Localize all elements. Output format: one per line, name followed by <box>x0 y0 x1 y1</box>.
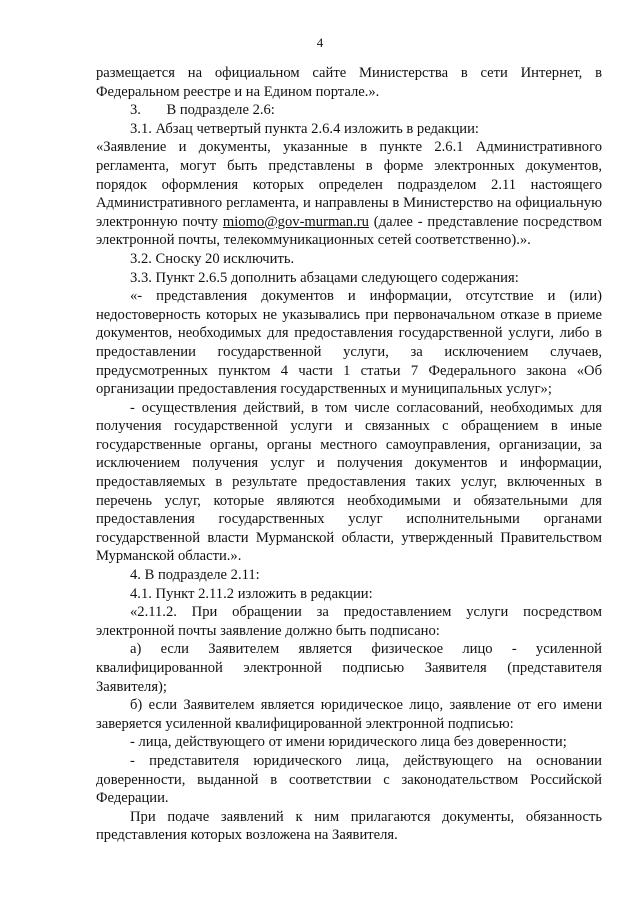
email-link[interactable]: miomo@gov-murman.ru <box>222 213 369 230</box>
paragraph-text: размещается на официальном сайте Министерства в сети Интернет, в Федеральном реестре и на Едином портале.». <box>96 65 602 100</box>
paragraph-text: 4. В подразделе 2.11: <box>130 567 260 584</box>
paragraph <box>96 566 602 585</box>
page-number: 4 <box>316 35 324 50</box>
paragraph-text: а) если Заявителем является физическое лицо - усиленной квалифицированной электронной подписью Заявителя (представителя Заявителя); <box>96 641 602 695</box>
paragraph <box>96 733 602 752</box>
document-body <box>96 64 602 845</box>
paragraph <box>96 752 602 808</box>
paragraph <box>96 101 602 120</box>
paragraph <box>96 120 602 139</box>
paragraph <box>96 808 602 845</box>
paragraph <box>96 585 602 604</box>
paragraph <box>96 250 602 269</box>
paragraph <box>96 399 602 566</box>
paragraph-text: «- представления документов и информации, отсутствие и (или) недостоверность которых не указывались при первоначальном отказе в приеме документов, необходимых для предоставления государственной услуги, либо в предоставлении государственной услуги, за исключением случаев, предусмотренных пунктом 4 части 1 статьи 7 Федерального закона «Об организации предоставления государственных и муниципальных услуг»; <box>96 288 602 398</box>
paragraph-text: 3.2. Сноску 20 исключить. <box>130 250 295 267</box>
paragraph <box>96 287 602 399</box>
paragraph-text: 4.1. Пункт 2.11.2 изложить в редакции: <box>130 585 373 602</box>
paragraph-text-continued: (далее - представление посредством электронной почты, телекоммуникационных сетей соответственно).». <box>96 213 602 249</box>
paragraph-text: 3.1. Абзац четвертый пункта 2.6.4 изложить в редакции: <box>130 120 479 137</box>
paragraph <box>96 696 602 733</box>
paragraph-text: «2.11.2. При обращении за предоставлением услуги посредством электронной почты заявление должно быть подписано: <box>96 604 602 639</box>
paragraph <box>96 64 602 101</box>
paragraph-text: - осуществления действий, в том числе согласований, необходимых для получения государственной услуги и связанных с обращением в иные государственные органы, органы местного самоуправления, организации, за исключением получения услуг и получения документов и информации, предоставляемых в результате предоставления таких услуг, включенных в перечень услуг, которые являются необходимыми и обязательными для предоставления государственных услуг исполнительными органами государственной власти Мурманской области, утвержденный Правительством Мурманской области.». <box>96 399 602 565</box>
paragraph <box>96 640 602 696</box>
paragraph <box>96 138 602 250</box>
paragraph-text: б) если Заявителем является юридическое лицо, заявление от его имени заверяется усиленной квалифицированной электронной подписью: <box>96 697 602 732</box>
paragraph-text: «Заявление и документы, указанные в пункте 2.6.1 Административного регламента, могут быть представлены в форме электронных документов, порядок оформления которых определен подразделом 2.11 настоящего Административного регламента, и направлены в Министерство на официальную электронную почту <box>96 139 602 230</box>
paragraph-text: 3. В подразделе 2.6: <box>130 102 275 119</box>
paragraph <box>96 603 602 640</box>
paragraph-text: При подаче заявлений к ним прилагаются документы, обязанность представления которых возложена на Заявителя. <box>96 808 602 844</box>
paragraph-text: - представителя юридического лица, действующего на основании доверенности, выданной в соответствии с законодательством Российской Федерации. <box>96 752 602 807</box>
paragraph-text: - лица, действующего от имени юридического лица без доверенности; <box>130 734 567 751</box>
paragraph-text: 3.3. Пункт 2.6.5 дополнить абзацами следующего содержания: <box>130 269 519 286</box>
paragraph <box>96 269 602 288</box>
